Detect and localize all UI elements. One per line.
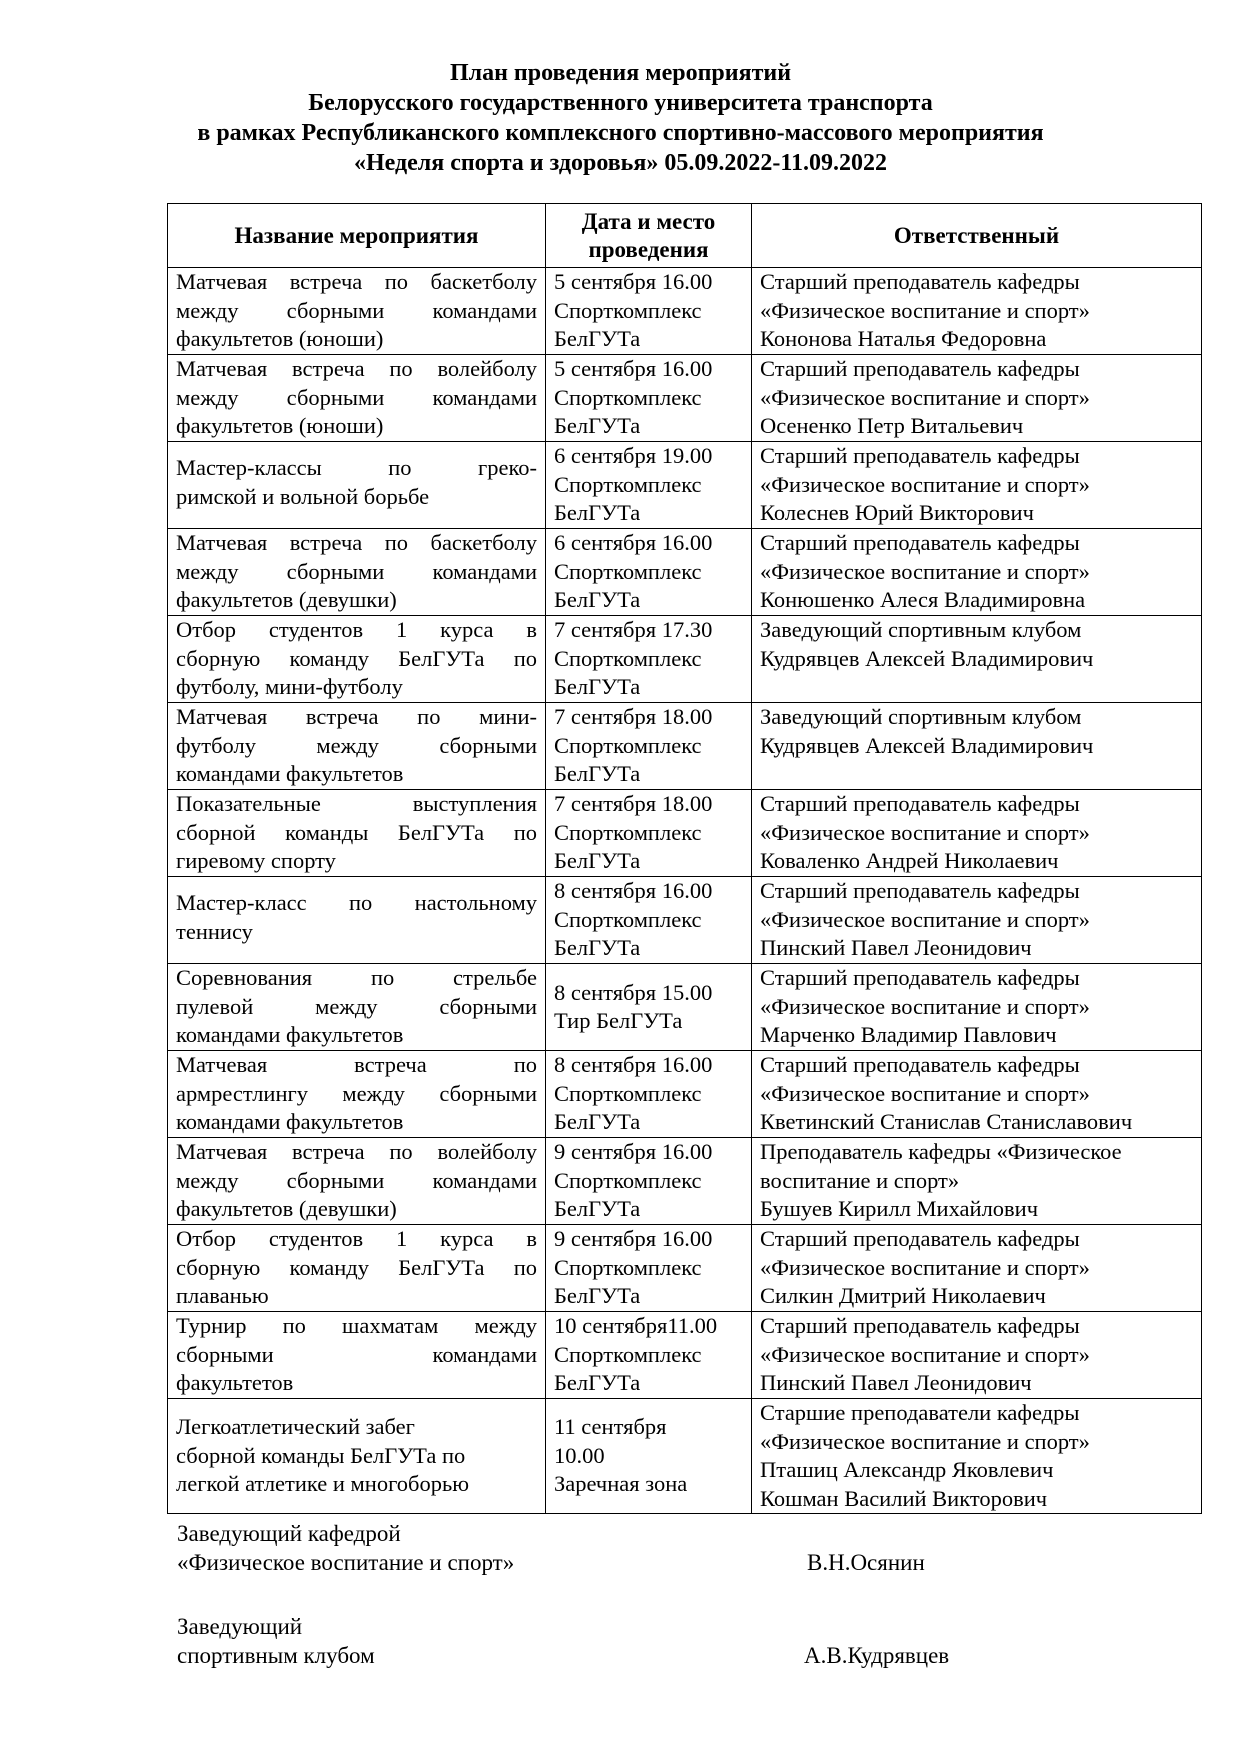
- date-place-cell: [546, 1312, 752, 1399]
- date-place-line: БелГУТа: [554, 761, 641, 786]
- event-name-line: сборной команды БелГУТа по: [176, 819, 537, 845]
- event-name-cell: [168, 1051, 546, 1138]
- date-place-line: БелГУТа: [554, 1109, 641, 1134]
- responsible-line: Кудрявцев Алексей Владимирович: [760, 732, 1094, 758]
- event-name-line: римской и вольной борьбе: [176, 483, 430, 509]
- date-place-line: Заречная зона: [554, 1471, 688, 1497]
- signature-head-title: [177, 1519, 514, 1577]
- date-place-line: 9 сентября 16.00: [554, 1226, 713, 1251]
- date-place-line: Спорткомплекс: [554, 819, 702, 845]
- event-name-line: Матчевая встреча по волейболу: [176, 356, 537, 381]
- date-place-cell: [546, 355, 752, 442]
- date-place-line: 6 сентября 16.00: [554, 530, 713, 555]
- title-line-1: План проведения мероприятий: [449, 60, 792, 86]
- responsible-line: Старший преподаватель кафедры: [760, 1313, 1080, 1338]
- date-place-cell: [546, 790, 752, 877]
- event-name-line: гиревому спорту: [176, 848, 336, 873]
- event-name-line: Отбор студентов 1 курса в: [176, 617, 537, 642]
- date-place-line: Спорткомплекс: [554, 1341, 702, 1367]
- date-place-line: БелГУТа: [554, 1283, 641, 1308]
- event-name-cell: [168, 616, 546, 703]
- event-name-cell: [168, 268, 546, 355]
- event-name-cell: [168, 703, 546, 790]
- responsible-cell: [752, 1225, 1202, 1312]
- responsible-line: Конюшенко Алеся Владимировна: [760, 587, 1086, 612]
- event-name-cell: [168, 964, 546, 1051]
- date-place-line: БелГУТа: [554, 413, 641, 438]
- responsible-line: «Физическое воспитание и спорт»: [760, 558, 1090, 584]
- table-row: [168, 1399, 1202, 1514]
- date-place-line: 11 сентября: [554, 1414, 667, 1440]
- responsible-line: «Физическое воспитание и спорт»: [760, 471, 1090, 497]
- event-name-line: сборной команды БелГУТа по: [176, 1442, 466, 1468]
- responsible-line: Старший преподаватель кафедры: [760, 530, 1080, 555]
- event-name-line: Матчевая встреча по: [176, 1052, 537, 1077]
- date-place-line: Спорткомплекс: [554, 558, 702, 584]
- table-row: [168, 355, 1202, 442]
- event-name-line: Мастер-классы по греко-: [176, 455, 537, 480]
- event-name-line: сборную команду БелГУТа по: [176, 645, 537, 671]
- date-place-line: 8 сентября 16.00: [554, 1052, 713, 1077]
- responsible-line: «Физическое воспитание и спорт»: [760, 993, 1090, 1019]
- signature-club-line-1: Заведующий: [177, 1614, 303, 1639]
- table-row: [168, 1138, 1202, 1225]
- responsible-cell: [752, 442, 1202, 529]
- event-name-line: сборную команду БелГУТа по: [176, 1254, 537, 1280]
- date-place-line: 5 сентября 16.00: [554, 269, 713, 294]
- responsible-line: воспитание и спорт»: [760, 1167, 960, 1193]
- responsible-line: «Физическое воспитание и спорт»: [760, 1080, 1090, 1106]
- title-line-4: «Неделя спорта и здоровья» 05.09.2022-11.09.2022: [353, 150, 888, 176]
- signature-head-line-1: Заведующий кафедрой: [177, 1521, 401, 1546]
- table-row: [168, 268, 1202, 355]
- table-header-row: [168, 204, 1202, 268]
- date-place-line: Спорткомплекс: [554, 1254, 702, 1280]
- header-date-place: Дата и место проведения: [546, 204, 752, 268]
- table-row: [168, 442, 1202, 529]
- event-name-line: Мастер-класс по настольному: [176, 890, 537, 915]
- responsible-cell: [752, 616, 1202, 703]
- event-name-line: Матчевая встреча по мини-: [176, 704, 537, 729]
- responsible-cell: [752, 877, 1202, 964]
- date-place-line: 8 сентября 15.00: [554, 979, 713, 1005]
- date-place-cell: [546, 877, 752, 964]
- responsible-line: Старшие преподаватели кафедры: [760, 1400, 1080, 1425]
- date-place-cell: [546, 1225, 752, 1312]
- responsible-line: Старший преподаватель кафедры: [760, 356, 1080, 381]
- date-place-cell: [546, 1399, 752, 1514]
- date-place-line: Тир БелГУТа: [554, 1008, 683, 1033]
- table-row: [168, 529, 1202, 616]
- signature-head-line-2: «Физическое воспитание и спорт»: [177, 1550, 515, 1575]
- date-place-line: БелГУТа: [554, 587, 641, 612]
- responsible-cell: [752, 790, 1202, 877]
- event-name-cell: [168, 790, 546, 877]
- event-name-line: Турнир по шахматам между: [176, 1313, 537, 1338]
- event-name-line: факультетов: [176, 1370, 294, 1395]
- responsible-line: «Физическое воспитание и спорт»: [760, 1254, 1090, 1280]
- date-place-cell: [546, 529, 752, 616]
- date-place-cell: [546, 616, 752, 703]
- event-name-cell: [168, 1225, 546, 1312]
- responsible-cell: [752, 1051, 1202, 1138]
- table-row: [168, 790, 1202, 877]
- responsible-cell: [752, 268, 1202, 355]
- date-place-line: 7 сентября 17.30: [554, 617, 713, 642]
- responsible-line: «Физическое воспитание и спорт»: [760, 906, 1090, 932]
- event-name-line: легкой атлетике и многоборью: [176, 1471, 470, 1497]
- event-name-line: сборными командами: [176, 1341, 537, 1367]
- document-title: [0, 58, 1241, 178]
- date-place-cell: [546, 703, 752, 790]
- responsible-line: Силкин Дмитрий Николаевич: [760, 1283, 1046, 1308]
- responsible-line: Преподаватель кафедры «Физическое: [760, 1139, 1122, 1164]
- event-name-line: армрестлингу между сборными: [176, 1080, 537, 1106]
- date-place-line: 6 сентября 19.00: [554, 443, 713, 468]
- responsible-line: Заведующий спортивным клубом: [760, 704, 1082, 729]
- event-name-line: футболу между сборными: [176, 732, 537, 758]
- event-name-line: Показательные выступления: [176, 791, 537, 816]
- responsible-line: Пинский Павел Леонидович: [760, 935, 1032, 960]
- date-place-line: БелГУТа: [554, 1196, 641, 1221]
- date-place-line: БелГУТа: [554, 326, 641, 351]
- event-name-line: Матчевая встреча по баскетболу: [176, 530, 537, 555]
- responsible-line: Кудрявцев Алексей Владимирович: [760, 645, 1094, 671]
- date-place-cell: [546, 442, 752, 529]
- responsible-line: Старший преподаватель кафедры: [760, 878, 1080, 903]
- responsible-cell: [752, 703, 1202, 790]
- event-name-cell: [168, 1312, 546, 1399]
- date-place-line: 5 сентября 16.00: [554, 356, 713, 381]
- date-place-line: 7 сентября 18.00: [554, 704, 713, 729]
- responsible-line: Пташиц Александр Яковлевич: [760, 1457, 1054, 1482]
- event-name-line: между сборными командами: [176, 1167, 537, 1193]
- responsible-line: Бушуев Кирилл Михайлович: [760, 1196, 1039, 1221]
- responsible-line: Кветинский Станислав Станиславович: [760, 1109, 1133, 1134]
- event-name-line: футболу, мини-футболу: [176, 674, 403, 699]
- table-row: [168, 616, 1202, 703]
- responsible-line: «Физическое воспитание и спорт»: [760, 297, 1090, 323]
- responsible-line: Марченко Владимир Павлович: [760, 1022, 1057, 1047]
- responsible-line: Осененко Петр Витальевич: [760, 413, 1024, 438]
- event-name-line: пулевой между сборными: [176, 993, 537, 1019]
- date-place-line: Спорткомплекс: [554, 471, 702, 497]
- date-place-line: БелГУТа: [554, 848, 641, 873]
- event-name-line: между сборными командами: [176, 297, 537, 323]
- responsible-line: Старший преподаватель кафедры: [760, 965, 1080, 990]
- table-row: [168, 964, 1202, 1051]
- event-name-cell: [168, 1399, 546, 1514]
- date-place-line: БелГУТа: [554, 935, 641, 960]
- date-place-line: БелГУТа: [554, 500, 641, 525]
- title-line-3: в рамках Республиканского комплексного спортивно-массового мероприятия: [197, 120, 1044, 146]
- responsible-line: Колеснев Юрий Викторович: [760, 500, 1034, 525]
- responsible-line: «Физическое воспитание и спорт»: [760, 1341, 1090, 1367]
- event-name-line: факультетов (девушки): [176, 1196, 397, 1221]
- responsible-cell: [752, 529, 1202, 616]
- date-place-cell: [546, 1051, 752, 1138]
- event-name-line: между сборными командами: [176, 558, 537, 584]
- event-name-line: Легкоатлетический забег: [176, 1414, 415, 1440]
- table-row: [168, 1312, 1202, 1399]
- responsible-line: Старший преподаватель кафедры: [760, 269, 1080, 294]
- event-name-line: факультетов (девушки): [176, 587, 397, 612]
- date-place-line: 8 сентября 16.00: [554, 878, 713, 903]
- event-name-cell: [168, 529, 546, 616]
- date-place-line: Спорткомплекс: [554, 906, 702, 932]
- event-name-cell: [168, 442, 546, 529]
- date-place-line: БелГУТа: [554, 674, 641, 699]
- responsible-line: Старший преподаватель кафедры: [760, 791, 1080, 816]
- event-name-line: Соревнования по стрельбе: [176, 965, 537, 990]
- header-event: Название мероприятия: [168, 204, 546, 268]
- signature-club-title: [177, 1612, 375, 1670]
- event-name-line: плаванью: [176, 1283, 269, 1308]
- responsible-line: Заведующий спортивным клубом: [760, 617, 1082, 642]
- date-place-line: 9 сентября 16.00: [554, 1139, 713, 1164]
- date-place-line: 7 сентября 18.00: [554, 791, 713, 816]
- event-name-line: факультетов (юноши): [176, 326, 384, 351]
- date-place-line: Спорткомплекс: [554, 1080, 702, 1106]
- date-place-line: Спорткомплекс: [554, 1167, 702, 1193]
- responsible-cell: [752, 1138, 1202, 1225]
- signature-club-name: А.В.Кудрявцев: [804, 1643, 950, 1668]
- header-responsible: Ответственный: [752, 204, 1202, 268]
- table-row: [168, 1225, 1202, 1312]
- event-name-line: командами факультетов: [176, 1109, 404, 1134]
- responsible-line: Пинский Павел Леонидович: [760, 1370, 1032, 1395]
- responsible-line: «Физическое воспитание и спорт»: [760, 384, 1090, 410]
- event-name-line: Матчевая встреча по баскетболу: [176, 269, 537, 294]
- date-place-line: Спорткомплекс: [554, 732, 702, 758]
- date-place-line: Спорткомплекс: [554, 645, 702, 671]
- events-table: [167, 203, 1202, 1514]
- signature-club-line-2: спортивным клубом: [177, 1643, 375, 1668]
- date-place-line: 10 сентября11.00: [554, 1313, 718, 1338]
- event-name-line: командами факультетов: [176, 761, 404, 786]
- responsible-line: Старший преподаватель кафедры: [760, 1226, 1080, 1251]
- event-name-line: факультетов (юноши): [176, 413, 384, 438]
- responsible-cell: [752, 964, 1202, 1051]
- responsible-line: Старший преподаватель кафедры: [760, 1052, 1080, 1077]
- date-place-line: 10.00: [554, 1442, 605, 1468]
- event-name-line: командами факультетов: [176, 1022, 404, 1047]
- table-row: [168, 877, 1202, 964]
- responsible-line: «Физическое воспитание и спорт»: [760, 819, 1090, 845]
- signature-head-name: В.Н.Осянин: [807, 1550, 925, 1575]
- date-place-line: Спорткомплекс: [554, 297, 702, 323]
- table-row: [168, 703, 1202, 790]
- event-name-cell: [168, 1138, 546, 1225]
- responsible-line: Кононова Наталья Федоровна: [760, 326, 1047, 351]
- date-place-cell: [546, 268, 752, 355]
- responsible-cell: [752, 1312, 1202, 1399]
- event-name-cell: [168, 877, 546, 964]
- date-place-cell: [546, 964, 752, 1051]
- responsible-line: Кошман Василий Викторович: [760, 1485, 1048, 1511]
- responsible-line: «Физическое воспитание и спорт»: [760, 1428, 1090, 1454]
- responsible-cell: [752, 355, 1202, 442]
- responsible-line: Старший преподаватель кафедры: [760, 443, 1080, 468]
- table-row: [168, 1051, 1202, 1138]
- responsible-cell: [752, 1399, 1202, 1514]
- date-place-line: Спорткомплекс: [554, 384, 702, 410]
- event-name-cell: [168, 355, 546, 442]
- title-line-2: Белорусского государственного университета транспорта: [308, 90, 933, 116]
- date-place-cell: [546, 1138, 752, 1225]
- event-name-line: Отбор студентов 1 курса в: [176, 1226, 537, 1251]
- table-body: [168, 268, 1202, 1514]
- responsible-line: Коваленко Андрей Николаевич: [760, 848, 1059, 873]
- date-place-line: БелГУТа: [554, 1370, 641, 1395]
- event-name-line: теннису: [176, 918, 253, 944]
- event-name-line: Матчевая встреча по волейболу: [176, 1139, 537, 1164]
- event-name-line: между сборными командами: [176, 384, 537, 410]
